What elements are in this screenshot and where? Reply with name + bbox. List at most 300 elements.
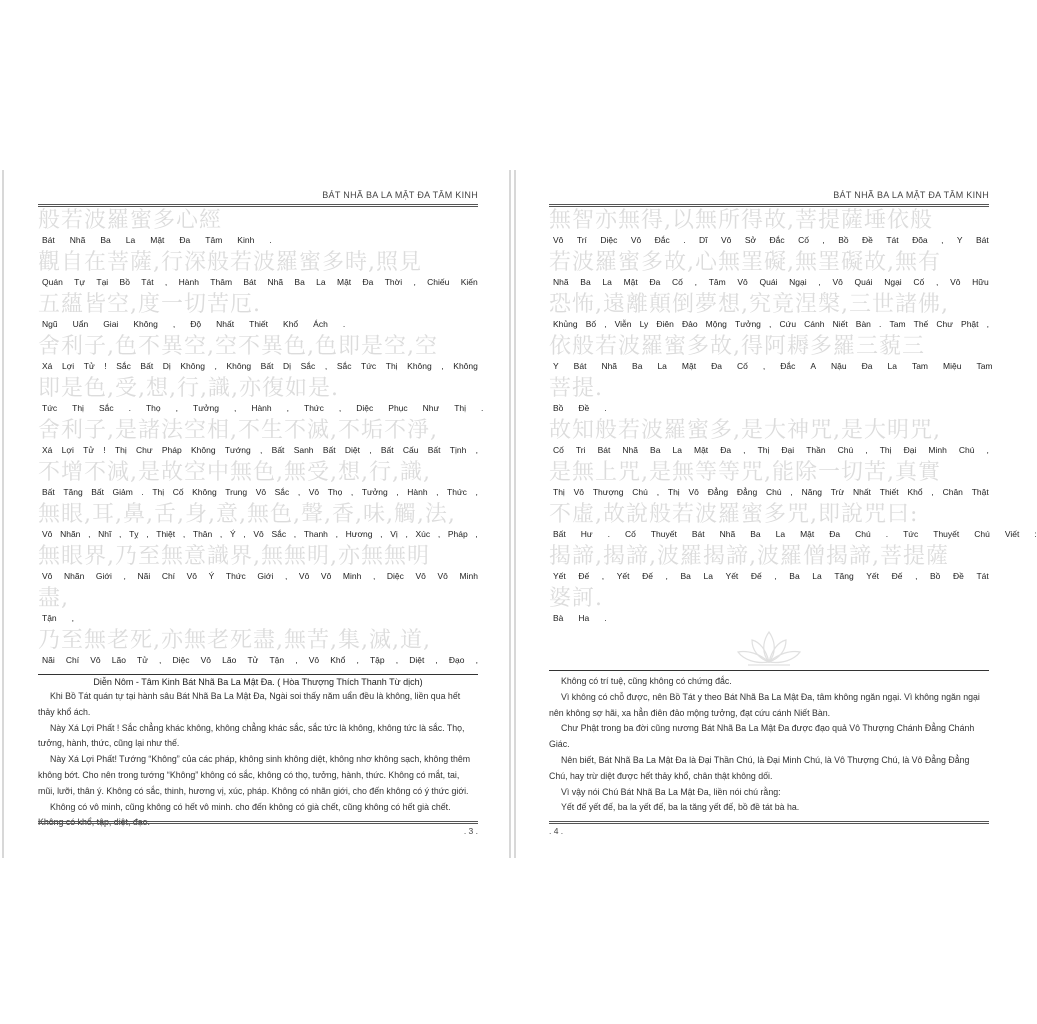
reading-word: Vô (42, 571, 53, 581)
reading-word: Ba (750, 529, 761, 539)
reading-word: Thị (152, 487, 165, 497)
reading-word: Chí (65, 655, 80, 665)
reading-word: Đế (891, 571, 903, 581)
chinese-text: 即是色,受,想,行,識,亦復如是. (38, 376, 339, 401)
reading-word: Đa (179, 235, 191, 245)
chinese-text: 依般若波羅蜜多故,得阿耨多羅三藐三 (549, 334, 925, 359)
chinese-text: 不增不減,是故空中無色,無受,想,行,識, (38, 460, 431, 485)
reading-word: Tưởng (193, 403, 219, 413)
reading-word: Phục (388, 403, 408, 413)
reading-word: , (243, 529, 246, 539)
reading-word: Xúc (415, 529, 431, 539)
reading-word: Đa (861, 361, 873, 371)
reading-word: Tri (575, 445, 586, 455)
reading-word: Nhã (69, 235, 86, 245)
reading-word: Chư (936, 319, 953, 329)
reading-word: Thanh (303, 529, 328, 539)
reading-word: Trừ (830, 487, 845, 497)
reading-word: Tập (369, 655, 385, 665)
reading-word: Vô (688, 487, 699, 497)
reading-word: Không (180, 361, 205, 371)
reading-word: Tướng (224, 445, 251, 455)
chinese-text: 無眼,耳,鼻,舌,身,意,無色,聲,香,味,觸,法, (38, 502, 456, 527)
scripture-line (38, 544, 478, 586)
reading-word: Mật (336, 277, 352, 287)
reading-word: Thọ (145, 403, 161, 413)
reading-word: Bát (976, 235, 989, 245)
reading-word: Miệu (943, 361, 962, 371)
reading-word: Bồ (930, 571, 941, 581)
reading-word: Nhãn (64, 571, 85, 581)
reading-word: Vô (573, 487, 585, 497)
reading-word: Bất (271, 445, 285, 455)
sino-vietnamese-reading (42, 487, 478, 497)
center-gutter-right (514, 170, 516, 858)
reading-word: Vô (720, 235, 732, 245)
sino-vietnamese-reading (42, 445, 478, 455)
reading-word: . (885, 529, 889, 539)
sino-vietnamese-reading (42, 235, 478, 245)
left-page-edge (2, 170, 4, 858)
scripture-line (38, 502, 478, 544)
reading-word: Chân (942, 487, 963, 497)
reading-word: Tâm (205, 235, 223, 245)
reading-word: , (915, 571, 918, 581)
reading-word: Trung (225, 487, 248, 497)
reading-word: Vô (253, 529, 264, 539)
reading-word: Chú (958, 445, 975, 455)
reading-word: , (475, 529, 478, 539)
reading-word: Y (553, 361, 559, 371)
reading-word: Lão (222, 655, 237, 665)
reading-word: Nhã (622, 445, 638, 455)
reading-word: Khủng (553, 319, 578, 329)
reading-word: Tát (886, 235, 899, 245)
translation-paragraph: Này Xá Lợi Phất! Tướng “Không” của các pháp, không sinh không diệt, không nhơ không sạch, không thêm không bớt. Cho nên trong tướng “Không” không có sắc, không có thọ, tưởng, hành, thức. Không có mắt, tai, mũi, lưỡi, thân ý. Không có sắc, thinh, hương vị, xúc, pháp. Không có nhãn giới, cho đến không có ý thức giới. (38, 754, 471, 796)
translation-paragraph: Vì không có chỗ được, nên Bồ Tát y theo Bát Nhã Ba La Mật Đa, tâm không ngăn ngại. Vì không ngăn ngại nên không sợ hãi, xa hẳn điên đảo mộng tưởng, đạt cứu cánh Niết Bàn. (549, 691, 980, 718)
sino-vietnamese-reading (553, 361, 993, 371)
reading-word: Dĩ (699, 235, 708, 245)
center-gutter-left (509, 170, 511, 858)
sino-vietnamese-reading (42, 277, 478, 287)
reading-word: Vô (950, 277, 961, 287)
reading-word: Thị (114, 445, 127, 455)
reading-word: Sắc (336, 361, 352, 371)
reading-word: Khổ (283, 319, 299, 329)
reading-word: Yết (725, 571, 739, 581)
reading-word: Yết (553, 571, 566, 581)
scripture-line (38, 460, 478, 502)
scripture-line (549, 208, 989, 250)
translation-paragraph: Yết đế yết đế, ba la yết đế, ba la tăng yết đế, bồ đề tát bà ha. (561, 802, 800, 813)
reading-word: , (694, 277, 697, 287)
reading-word: Niết (832, 319, 848, 329)
reading-word: , (656, 487, 660, 497)
reading-word: Đa (711, 361, 722, 371)
reading-word: Quái (854, 277, 873, 287)
reading-word: Đại (781, 445, 795, 455)
scripture-line (549, 418, 989, 460)
reading-word: Diệc (356, 403, 374, 413)
reading-word: Đõa (912, 235, 928, 245)
reading-word: Sanh (293, 445, 314, 455)
chinese-text: 故知般若波羅蜜多,是大神咒,是大明咒, (549, 418, 941, 443)
scripture-line (549, 544, 989, 586)
reading-word: Tử (137, 655, 148, 665)
reading-word: Vô (255, 487, 267, 497)
translation-paragraph: Không có vô minh, cũng không có hết vô minh. cho đến không có già chết, cũng không có hết già chết. Không có khổ, tập, diệt, đạo. (38, 801, 451, 828)
reading-word: Bất (42, 487, 55, 497)
reading-word: Nhã (553, 277, 569, 287)
reading-word: La (887, 361, 897, 371)
reading-word: , (601, 571, 605, 581)
reading-word: , (769, 319, 772, 329)
reading-word: Thức (225, 571, 246, 581)
sino-vietnamese-reading (42, 361, 478, 371)
reading-word: Bất (380, 445, 394, 455)
reading-word: Bất (427, 445, 441, 455)
reading-word: La (125, 235, 136, 245)
reading-word: Bà (553, 613, 564, 623)
reading-word: Thật (971, 487, 989, 497)
reading-word: Vô (90, 655, 101, 665)
reading-word: Thiệt (156, 529, 176, 539)
reading-word: Yết (866, 571, 880, 581)
reading-word: Vô (298, 571, 310, 581)
reading-word: Tức (361, 361, 377, 371)
reading-word: , (119, 529, 122, 539)
reading-word: Nhã (719, 529, 736, 539)
reading-word: Ngũ (42, 319, 58, 329)
reading-word: Quái (759, 277, 778, 287)
reading-word: Sắc (271, 529, 287, 539)
reading-word: Thị (385, 361, 398, 371)
reading-word: Đảo (681, 319, 698, 329)
reading-word: Lợi (61, 445, 74, 455)
reading-word: , (475, 655, 478, 665)
reading-word: , (475, 445, 478, 455)
sino-vietnamese-reading (42, 571, 478, 581)
reading-word: Chú (855, 529, 871, 539)
reading-word: Dị (283, 361, 292, 371)
reading-word: Nhã (267, 277, 284, 287)
reading-word: Cố (913, 277, 925, 287)
reading-word: Thị (72, 403, 84, 413)
reading-word: Thiết (879, 487, 899, 497)
reading-word: Đế (642, 571, 653, 581)
reading-word: Không (226, 361, 252, 371)
reading-word: Thời (384, 277, 403, 287)
reading-word: Khổ (907, 487, 923, 497)
reading-word: Pháp (161, 445, 182, 455)
reading-word: Mộng (705, 319, 727, 329)
chinese-text: 般若波羅蜜多心經 (38, 208, 223, 233)
reading-word: Tỵ (129, 529, 139, 539)
reading-word: Không (407, 361, 432, 371)
sino-vietnamese-reading (553, 529, 1037, 539)
reading-word: La (672, 445, 682, 455)
reading-word: , (743, 445, 746, 455)
reading-word: Nậu (831, 361, 847, 371)
reading-word: Sắc (274, 487, 290, 497)
reading-word: Không (190, 445, 216, 455)
translation-text (38, 689, 478, 831)
reading-word: Tử (247, 655, 259, 665)
reading-word: Bát (42, 235, 55, 245)
reading-word: , (604, 319, 607, 329)
scripture-line (38, 208, 478, 250)
reading-word: ! (104, 361, 107, 371)
reading-word: Chiếu (427, 277, 450, 287)
reading-word: Vô (320, 571, 332, 581)
reading-word: ! (103, 445, 106, 455)
reading-word: Thần (806, 445, 826, 455)
reading-word: Diệc (600, 235, 618, 245)
reading-word: Đề (862, 235, 873, 245)
sino-vietnamese-reading (553, 403, 989, 413)
reading-word: Hành (178, 277, 199, 287)
reading-word: Vô (737, 277, 748, 287)
translation-paragraph: Chư Phật trong ba đời cũng nương Bát Nhã Ba La Mật Đa được đạo quả Vô Thượng Chánh Đẳng Chánh Giác. (549, 723, 975, 750)
reading-word: Vô (186, 571, 198, 581)
scripture-line (549, 460, 989, 502)
chinese-text: 不虛,故說般若波羅蜜多咒,即說咒曰: (549, 502, 919, 527)
reading-word: Thượng (592, 487, 624, 497)
chinese-text: 菩提. (549, 376, 603, 401)
reading-word: Nhã (601, 361, 618, 371)
reading-word: La (812, 571, 822, 581)
reading-word: Diệt (409, 655, 425, 665)
reading-word: Năng (801, 487, 822, 497)
translation-title: Diễn Nôm - Tâm Kinh Bát Nhã Ba La Mật Đa. ( Hòa Thượng Thích Thanh Từ dịch) (93, 677, 423, 687)
reading-word: , (338, 403, 342, 413)
scripture-line (549, 250, 989, 292)
reading-word: Cố (736, 361, 748, 371)
reading-word: Tưởng (735, 319, 761, 329)
reading-word: Thân (192, 529, 213, 539)
reading-word: Hư (580, 529, 593, 539)
reading-word: Tận (42, 613, 57, 623)
chinese-text: 觀自在菩薩,行深般若波羅蜜多時,照見 (38, 250, 422, 275)
reading-word: Giới (95, 571, 112, 581)
reading-word: Đạo (448, 655, 465, 665)
reading-word: Thức (447, 487, 467, 497)
reading-word: , (214, 361, 217, 371)
reading-word: Cố (624, 529, 636, 539)
reading-word: Ba (580, 277, 591, 287)
reading-word: , (475, 487, 478, 497)
reading-word: Thâm (210, 277, 233, 287)
reading-word: , (146, 529, 149, 539)
lotus-ornament-icon (734, 628, 804, 668)
reading-word: , (665, 571, 668, 581)
reading-word: Mật (623, 277, 638, 287)
running-header: BÁT NHÃ BA LA MẬT ĐA TÂM KINH (833, 190, 989, 200)
sino-vietnamese-reading (553, 571, 989, 581)
scripture-line (38, 334, 478, 376)
reading-word: Hương (345, 529, 373, 539)
chinese-text: 若波羅蜜多故,心無罣礙,無罣礙故,無有 (549, 250, 941, 275)
reading-word: Tát (141, 277, 154, 287)
reading-word: Bất (91, 487, 104, 497)
reading-word: , (335, 529, 338, 539)
reading-word: Ha (578, 613, 590, 623)
reading-word: Mật (694, 445, 709, 455)
reading-word: Bồ (838, 235, 849, 245)
reading-word: , (369, 445, 372, 455)
reading-word: Đề (578, 403, 590, 413)
reading-word: Minh (928, 445, 947, 455)
header-rule (38, 204, 478, 207)
reading-word: Bồ (553, 403, 564, 413)
reading-word: Mật (800, 529, 815, 539)
reading-word: Y (956, 235, 963, 245)
reading-word: Nãi (42, 655, 55, 665)
scripture-line (549, 292, 989, 334)
footer-rule (549, 821, 989, 824)
reading-word: , (437, 529, 441, 539)
section-divider (38, 674, 478, 675)
reading-word: Ba (100, 235, 111, 245)
reading-word: Đẳng (736, 487, 758, 497)
reading-word: Đế (578, 571, 590, 581)
reading-word: Không (133, 319, 158, 329)
reading-word: , (182, 529, 186, 539)
reading-word: , (865, 445, 868, 455)
chinese-text: 舍利子,色不異空,空不異色,色即是空,空 (38, 334, 438, 359)
reading-word: Bồ (119, 277, 130, 287)
reading-word: Bất (553, 529, 566, 539)
reading-word: , (260, 445, 263, 455)
translation-paragraph: Không có trí tuệ, cũng không có chứng đắc. (561, 676, 732, 686)
reading-word: Như (422, 403, 440, 413)
sino-vietnamese-reading (553, 319, 989, 329)
reading-word: Thức (304, 403, 324, 413)
reading-word: Tại (96, 277, 109, 287)
reading-word: , (164, 277, 168, 287)
reading-word: , (435, 655, 438, 665)
reading-word: Bất (140, 361, 154, 371)
reading-word: Sắc (116, 361, 131, 371)
reading-word: Bát (243, 277, 257, 287)
reading-word: Tâm (708, 277, 726, 287)
reading-word: Thị (757, 445, 770, 455)
reading-word: La (602, 277, 612, 287)
chinese-text: 舍利子,是諸法空相,不生不滅,不垢不淨, (38, 418, 438, 443)
reading-word: , (935, 277, 939, 287)
reading-word: Ngại (884, 277, 902, 287)
chinese-text: 是無上咒,是無等等咒,能除一切苦,真實 (549, 460, 941, 485)
reading-word: Giảm (112, 487, 133, 497)
reading-word: , (441, 361, 444, 371)
reading-word: Mật (150, 235, 165, 245)
reading-word: , (405, 529, 408, 539)
reading-word: Đại (903, 445, 917, 455)
reading-word: Thị (879, 445, 892, 455)
sino-vietnamese-reading (553, 445, 989, 455)
reading-word: Chư (136, 445, 153, 455)
reading-word: Quán (42, 277, 63, 287)
reading-word: , (172, 319, 176, 329)
sino-vietnamese-reading (42, 403, 484, 413)
reading-word: . (879, 319, 882, 329)
running-header: BÁT NHÃ BA LA MẬT ĐA TÂM KINH (322, 190, 478, 200)
reading-word: Vô (200, 655, 212, 665)
reading-word: Ly (639, 319, 649, 329)
reading-word: Lão (111, 655, 126, 665)
reading-word: Đẳng (707, 487, 729, 497)
reading-word: , (986, 445, 989, 455)
reading-word: , (350, 487, 354, 497)
chinese-text: 盡, (38, 586, 69, 611)
reading-word: . (481, 403, 484, 413)
chinese-text: 婆訶. (549, 586, 603, 611)
reading-word: Pháp (447, 529, 468, 539)
reading-word: Đế (750, 571, 762, 581)
reading-word: Tịnh (449, 445, 467, 455)
scripture-line (38, 250, 478, 292)
reading-word: Cánh (804, 319, 825, 329)
left-page (38, 190, 484, 840)
reading-word: Vô (42, 529, 53, 539)
sino-vietnamese-reading (42, 613, 478, 623)
reading-word: Tận (269, 655, 285, 665)
reading-word: Vị (390, 529, 398, 539)
header-rule (549, 204, 989, 207)
reading-word: Ý (229, 529, 236, 539)
chinese-text: 無眼界,乃至無意識界,無無明,亦無無明 (38, 544, 430, 569)
reading-word: Chú (766, 487, 782, 497)
reading-word: , (123, 571, 126, 581)
reading-word: , (286, 403, 290, 413)
reading-word: , (818, 277, 821, 287)
reading-word: Tam (976, 361, 993, 371)
sino-vietnamese-reading (553, 613, 989, 623)
reading-word: Hành (407, 487, 428, 497)
chinese-text: 恐怖,遠離顛倒夢想,究竟涅槃,三世諸佛, (549, 292, 949, 317)
reading-word: Vô (415, 571, 426, 581)
reading-word: . (604, 403, 607, 413)
reading-word: , (71, 613, 75, 623)
reading-word: . (269, 235, 272, 245)
reading-word: La (775, 529, 786, 539)
reading-word: Chú (974, 529, 990, 539)
reading-word: , (986, 319, 989, 329)
reading-word: Bát (597, 445, 611, 455)
reading-word: , (219, 529, 223, 539)
right-page (549, 190, 1037, 840)
reading-word: A (810, 361, 816, 371)
sino-vietnamese-reading (42, 655, 478, 665)
reading-word: Kinh (237, 235, 255, 245)
reading-word: Cố (172, 487, 184, 497)
page-number: . 4 . (549, 826, 564, 836)
reading-word: Sắc (98, 403, 114, 413)
reading-word: Khổ (330, 655, 346, 665)
reading-word: Cố (798, 235, 809, 245)
reading-word: Ba (650, 445, 661, 455)
scripture-line (549, 502, 1037, 544)
reading-word: Điên (656, 319, 674, 329)
reading-word: . (607, 529, 610, 539)
reading-word: , (372, 571, 376, 581)
reading-word: Hành (251, 403, 272, 413)
translation-paragraph: Nên biết, Bát Nhã Ba La Mật Đa là Đại Thần Chú, là Đại Minh Chú, là Vô Thượng Chú, là Vô Đẳng Đẳng Chú, hay trừ diệt được hết thảy khổ, chân thật không dối. (549, 754, 970, 781)
reading-word: Tử (83, 445, 95, 455)
reading-word: , (413, 277, 416, 287)
reading-word: Dị (162, 361, 171, 371)
reading-word: Tự (74, 277, 86, 287)
